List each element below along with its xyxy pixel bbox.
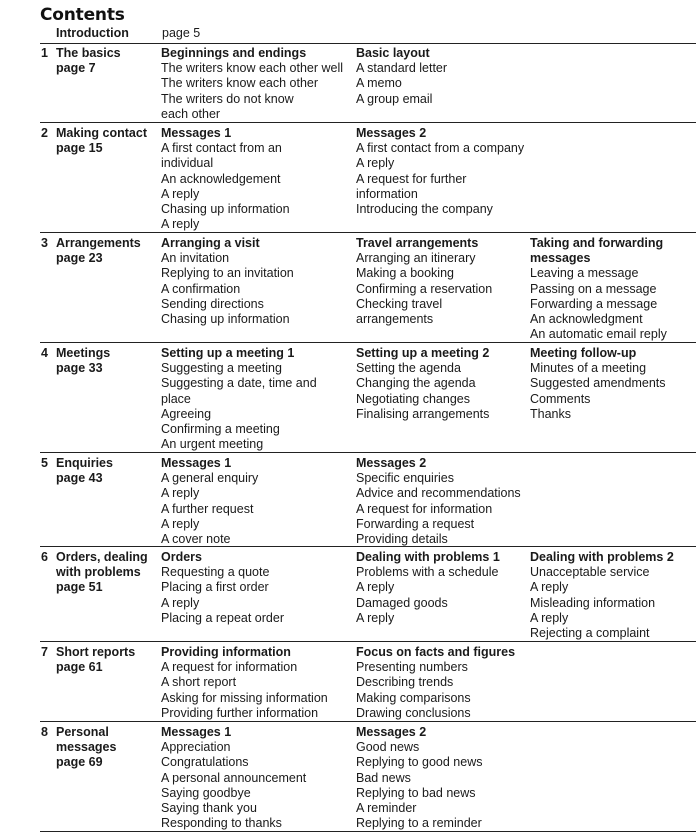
section-item: Rejecting a complaint [530, 626, 650, 641]
unit-title [56, 46, 152, 76]
unit-page: page 33 [56, 361, 103, 376]
section-item: Saying thank you [161, 801, 257, 816]
section-item: each other [161, 106, 221, 121]
section-item: A standard letter [356, 61, 448, 76]
section-item: Drawing conclusions [356, 705, 471, 720]
section-column [161, 645, 353, 721]
section-item: Suggested amendments [530, 376, 666, 391]
unit-number: 5 [41, 456, 48, 470]
section-heading: Messages 2 [356, 456, 427, 470]
section-heading: Arranging a visit [161, 236, 260, 250]
section-column [356, 456, 528, 547]
divider-rule [40, 641, 696, 642]
section-item: A reply [161, 516, 200, 531]
section-item: A personal announcement [161, 770, 307, 785]
section-item: Introducing the company [356, 202, 493, 217]
section-item: A request for further information [356, 171, 467, 201]
section-item: Chasing up information [161, 202, 290, 217]
section-item: Replying to an invitation [161, 266, 294, 281]
unit-title [56, 550, 152, 596]
divider-rule [40, 43, 696, 44]
section-item: Changing the agenda [356, 376, 476, 391]
section-item: Suggesting a date, time and [161, 376, 317, 391]
section-item: Replying to a reminder [356, 816, 482, 831]
section-heading: Travel arrangements [356, 236, 479, 250]
section-item: Arranging an itinerary [356, 251, 476, 266]
section-column [356, 126, 528, 217]
section-item: Confirming a reservation [356, 281, 493, 296]
section-heading: Basic layout [356, 46, 430, 60]
section-column [356, 645, 528, 721]
section-heading: Meeting follow-up [530, 346, 637, 360]
section-item: Thanks [530, 406, 571, 421]
section-item: Forwarding a message [530, 296, 658, 311]
section-column [530, 550, 696, 641]
introduction-label: Introduction [56, 26, 129, 40]
section-item: individual [161, 156, 214, 171]
section-item: An invitation [161, 251, 230, 266]
section-item: An automatic email reply [530, 327, 667, 342]
section-item: A reply [530, 610, 569, 625]
section-item: A reply [161, 217, 200, 232]
unit-title-line: Making contact [56, 126, 147, 140]
section-item: Minutes of a meeting [530, 361, 647, 376]
unit-title [56, 126, 152, 156]
section-item: A memo [356, 76, 402, 91]
section-item: Replying to bad news [356, 785, 476, 800]
unit-page: page 15 [56, 141, 103, 156]
section-item: Making comparisons [356, 690, 471, 705]
section-item: Confirming a meeting [161, 422, 280, 437]
section-item: Placing a first order [161, 580, 269, 595]
section-item: Providing details [356, 532, 448, 547]
section-item: Describing trends [356, 675, 454, 690]
section-heading: Setting up a meeting 1 [161, 346, 295, 360]
section-heading: Messages 1 [161, 126, 232, 140]
section-item: Suggesting a meeting [161, 361, 282, 376]
unit-title [56, 346, 152, 376]
section-item: Checking travel [356, 296, 443, 311]
section-item: Requesting a quote [161, 565, 270, 580]
section-column [356, 46, 528, 107]
unit-number: 3 [41, 236, 48, 250]
section-heading: Messages 2 [356, 126, 427, 140]
section-item: place [161, 391, 191, 406]
section-item: The writers know each other [161, 76, 319, 91]
section-item: Placing a repeat order [161, 610, 284, 625]
unit-number: 2 [41, 126, 48, 140]
section-item: Appreciation [161, 740, 231, 755]
unit-page: page 43 [56, 471, 103, 486]
section-heading: Providing information [161, 645, 291, 659]
unit-title [56, 456, 152, 486]
section-column [356, 236, 528, 327]
section-item: Finalising arrangements [356, 406, 490, 421]
unit-number: 4 [41, 346, 48, 360]
section-item: Asking for missing information [161, 690, 328, 705]
page-title: Contents [40, 5, 125, 25]
section-item: A cover note [161, 532, 231, 547]
unit-title-line: Enquiries [56, 456, 113, 470]
section-heading: Taking and forwarding messages [530, 236, 664, 266]
section-item: Sending directions [161, 296, 264, 311]
section-column [530, 236, 696, 342]
section-item: Providing further information [161, 705, 319, 720]
divider-rule [40, 546, 696, 547]
unit-number: 8 [41, 725, 48, 739]
section-item: A reply [356, 580, 395, 595]
unit-page: page 7 [56, 61, 96, 76]
section-heading: Dealing with problems 1 [356, 550, 500, 564]
introduction-page: page 5 [162, 26, 201, 40]
section-heading: Focus on facts and figures [356, 645, 516, 659]
section-item: A request for information [161, 660, 298, 675]
unit-page: page 61 [56, 660, 103, 675]
section-item: A reply [161, 486, 200, 501]
unit-number: 6 [41, 550, 48, 564]
divider-rule [40, 232, 696, 233]
section-item: Forwarding a request [356, 516, 475, 531]
section-item: A short report [161, 675, 237, 690]
unit-title-line: Meetings [56, 346, 111, 360]
section-item: Presenting numbers [356, 660, 468, 675]
section-column [356, 550, 528, 626]
unit-page: page 51 [56, 580, 103, 595]
section-item: Agreeing [161, 406, 212, 421]
unit-number: 1 [41, 46, 48, 60]
section-item: A request for information [356, 501, 493, 516]
section-column [161, 126, 353, 232]
unit-title-line: Arrangements [56, 236, 141, 250]
unit-page: page 69 [56, 755, 103, 770]
section-item: arrangements [356, 312, 434, 327]
section-item: Damaged goods [356, 595, 448, 610]
section-column [161, 236, 353, 327]
unit-title-line: messages [56, 740, 117, 755]
unit-number: 7 [41, 645, 48, 659]
unit-title [56, 725, 152, 771]
section-item: Specific enquiries [356, 471, 454, 486]
section-item: Comments [530, 391, 591, 406]
section-item: A reminder [356, 801, 417, 816]
section-heading: Messages 1 [161, 725, 232, 739]
section-column [356, 346, 528, 422]
section-item: A confirmation [161, 281, 241, 296]
unit-title-line: Orders, dealing [56, 550, 148, 564]
section-item: A reply [356, 610, 395, 625]
section-item: A further request [161, 501, 254, 516]
section-item: Unacceptable service [530, 565, 650, 580]
section-column [530, 346, 696, 422]
section-column [161, 346, 353, 452]
section-item: Setting the agenda [356, 361, 461, 376]
section-item: Negotiating changes [356, 391, 470, 406]
divider-rule [40, 831, 696, 832]
section-item: Advice and recommendations [356, 486, 521, 501]
section-item: Problems with a schedule [356, 565, 499, 580]
unit-page: page 23 [56, 251, 103, 266]
section-item: A general enquiry [161, 471, 259, 486]
section-item: Passing on a message [530, 281, 657, 296]
section-item: An acknowledgement [161, 171, 281, 186]
unit-title-line: Personal [56, 725, 109, 739]
section-item: Chasing up information [161, 312, 290, 327]
section-item: A reply [161, 186, 200, 201]
section-item: The writers know each other well [161, 61, 344, 76]
section-item: Misleading information [530, 595, 656, 610]
divider-rule [40, 721, 696, 722]
section-item: A group email [356, 91, 433, 106]
section-item: Good news [356, 740, 420, 755]
section-column [161, 46, 353, 122]
section-item: Saying goodbye [161, 785, 251, 800]
unit-title-line: The basics [56, 46, 121, 60]
section-heading: Orders [161, 550, 202, 564]
unit-title-line: with problems [56, 565, 141, 580]
section-item: Responding to thanks [161, 816, 282, 831]
section-heading: Dealing with problems 2 [530, 550, 674, 564]
section-item: Replying to good news [356, 755, 483, 770]
section-heading: Messages 1 [161, 456, 232, 470]
section-item: A first contact from a company [356, 141, 525, 156]
unit-title-line: Short reports [56, 645, 136, 659]
section-column [161, 456, 353, 547]
section-item: A reply [530, 580, 569, 595]
section-item: An urgent meeting [161, 437, 264, 452]
section-column [356, 725, 528, 831]
unit-title [56, 236, 152, 266]
section-item: Bad news [356, 770, 411, 785]
section-heading: Messages 2 [356, 725, 427, 739]
section-item: A reply [356, 156, 395, 171]
divider-rule [40, 342, 696, 343]
section-heading: Beginnings and endings [161, 46, 307, 60]
section-item: An acknowledgment [530, 312, 643, 327]
section-column [161, 725, 353, 831]
divider-rule [40, 122, 696, 123]
divider-rule [40, 452, 696, 453]
section-item: The writers do not know [161, 91, 294, 106]
section-item: Making a booking [356, 266, 454, 281]
section-heading: Setting up a meeting 2 [356, 346, 490, 360]
section-column [161, 550, 353, 626]
unit-title [56, 645, 152, 675]
section-item: A reply [161, 595, 200, 610]
section-item: Leaving a message [530, 266, 639, 281]
section-item: A first contact from an [161, 141, 282, 156]
section-item: Congratulations [161, 755, 249, 770]
